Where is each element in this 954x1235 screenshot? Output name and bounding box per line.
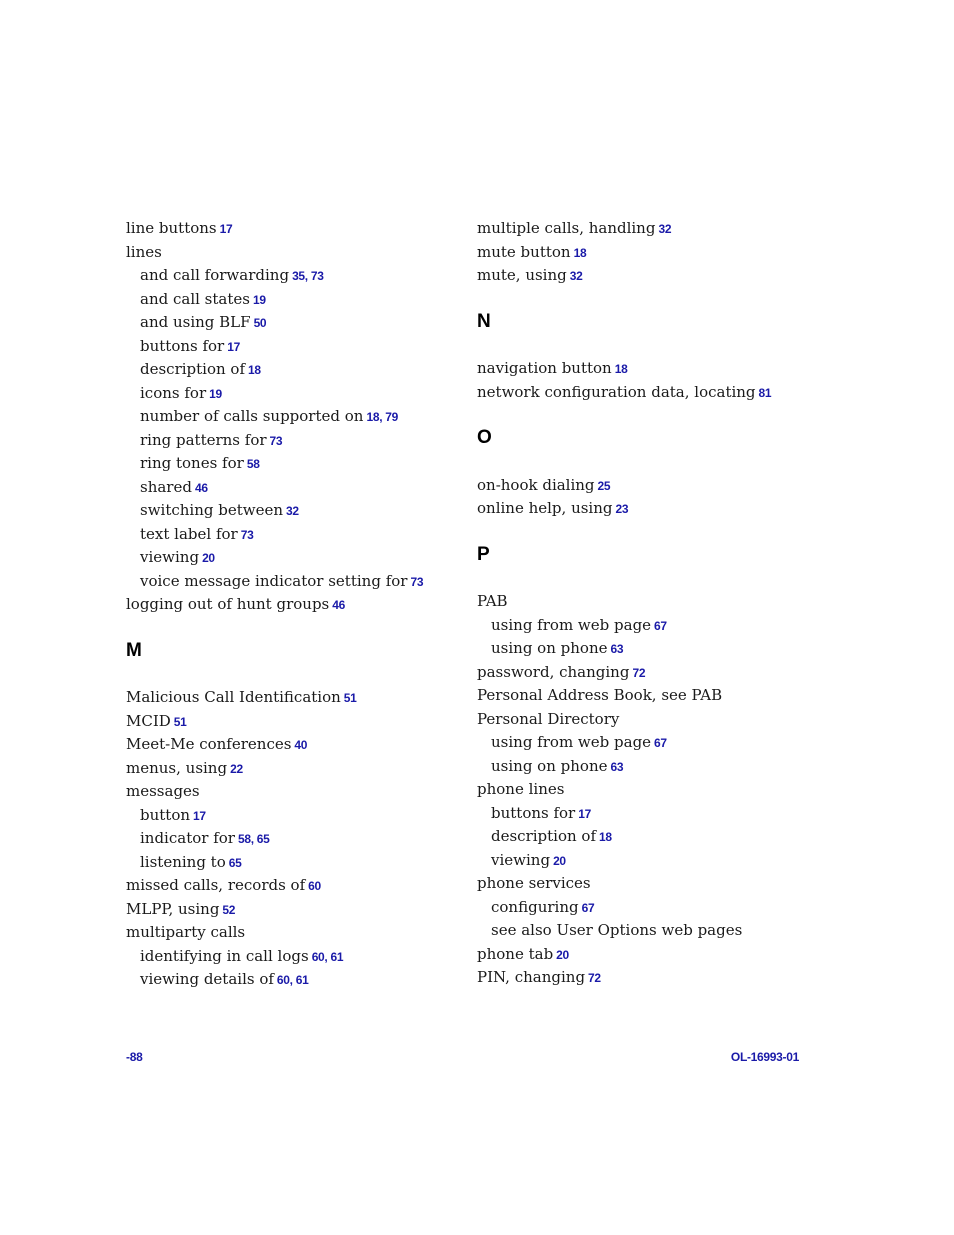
index-subentry-voice-message-indicator-setting-for [126, 570, 456, 594]
index-entry-pab [477, 590, 817, 614]
index-term: messages [126, 782, 200, 800]
index-term: shared [140, 477, 192, 496]
page-reference-link[interactable]: 35, 73 [292, 269, 324, 283]
index-entry-personal-address-book-see-pab [477, 684, 817, 708]
index-term: text label for [140, 524, 238, 543]
index-entry-personal-directory [477, 708, 817, 732]
index-term: multiparty calls [126, 923, 246, 941]
page-reference-link[interactable]: 72 [588, 971, 601, 985]
index-term: phone services [477, 874, 591, 892]
index-subentry-number-of-calls-supported-on [126, 405, 456, 429]
index-subentry-ring-patterns-for [126, 429, 456, 453]
index-term: PIN, changing [477, 968, 586, 986]
index-term: button [140, 805, 191, 824]
index-subentry-viewing [126, 546, 456, 570]
index-letter-heading-n: N [477, 310, 491, 332]
page-reference-link[interactable]: 20 [556, 947, 569, 962]
index-term: MCID [126, 711, 171, 730]
page-reference-link[interactable]: 51 [343, 691, 357, 705]
index-entry-meet-me-conferences [126, 733, 456, 757]
page-reference-link[interactable]: 50 [253, 316, 267, 330]
index-subentry-buttons-for [477, 802, 817, 826]
page-reference-link[interactable]: 32 [286, 504, 299, 518]
index-term: viewing details of [140, 970, 274, 988]
index-entry-on-hook-dialing [477, 474, 817, 498]
page-reference-link[interactable]: 22 [230, 761, 243, 776]
page-reference-link[interactable]: 19 [209, 386, 222, 401]
index-entry-phone-services [477, 872, 817, 896]
index-entry-multiparty-calls [126, 921, 456, 945]
index-entry-mcid [126, 710, 456, 734]
page-reference-link[interactable]: 52 [222, 902, 236, 917]
index-entry-multiple-calls-handling [477, 217, 817, 241]
index-subentry-description-of [477, 825, 817, 849]
index-entry-pin-changing [477, 966, 817, 990]
index-subentry-description-of [126, 358, 456, 382]
page-reference-link[interactable]: 17 [227, 339, 240, 354]
page-reference-link[interactable]: 58, 65 [237, 832, 270, 846]
index-term: Malicious Call Identification [126, 688, 341, 706]
page-reference-link[interactable]: 25 [597, 478, 611, 493]
index-term: ring patterns for [140, 430, 267, 449]
page-reference-link[interactable]: 67 [581, 900, 595, 915]
index-letter-heading-m: M [126, 639, 142, 661]
page-reference-link[interactable]: 73 [269, 433, 283, 448]
index-term: configuring [491, 897, 579, 916]
index-term: MLPP, using [126, 899, 220, 918]
index-entry-mute-using [477, 264, 817, 288]
page-reference-link[interactable]: 17 [193, 808, 206, 823]
index-term: Personal Address Book, see PAB [477, 686, 723, 704]
index-subentry-and-call-forwarding [126, 264, 456, 288]
index-term: missed calls, records of [126, 876, 306, 894]
index-entry-missed-calls-records-of [126, 874, 456, 898]
index-term: number of calls supported on [140, 407, 364, 425]
index-term: Personal Directory [477, 709, 620, 728]
index-term: logging out of hunt groups [126, 595, 330, 613]
page-reference-link[interactable]: 67 [654, 736, 667, 750]
index-subentry-using-from-web-page [477, 614, 817, 638]
index-term: voice message indicator setting for [140, 571, 408, 590]
document-id: OL-16993-01 [730, 1050, 799, 1064]
index-term: using on phone [491, 639, 608, 657]
index-term: buttons for [140, 336, 225, 355]
index-subentry-text-label-for [126, 523, 456, 547]
index-term: navigation button [477, 359, 612, 377]
index-subentry-viewing-details-of [126, 968, 456, 992]
index-term: and using BLF [140, 313, 251, 331]
index-term: viewing [491, 850, 551, 869]
index-term: phone lines [477, 780, 565, 798]
page-reference-link[interactable]: 40 [294, 738, 308, 752]
index-subentry-see-also-user-options-web-pages [477, 919, 817, 943]
page-reference-link[interactable]: 18 [614, 362, 628, 376]
index-subentry-listening-to [126, 851, 456, 875]
index-term: on-hook dialing [477, 475, 595, 494]
index-subentry-shared [126, 476, 456, 500]
page-reference-link[interactable]: 81 [758, 385, 772, 400]
index-term: mute, using [477, 266, 567, 284]
page-reference-link[interactable]: 67 [654, 618, 667, 633]
index-term: listening to [140, 852, 226, 871]
index-term: line buttons [126, 219, 217, 237]
index-subentry-and-using-blf [126, 311, 456, 335]
page-reference-link[interactable]: 51 [173, 714, 187, 729]
page-reference-link[interactable]: 65 [228, 855, 242, 870]
page-reference-link[interactable]: 63 [610, 642, 624, 656]
index-entry-online-help-using [477, 497, 817, 521]
index-subentry-button [126, 804, 456, 828]
index-term: and call states [140, 289, 250, 308]
index-subentry-identifying-in-call-logs [126, 945, 456, 969]
index-entry-logging-out-of-hunt-groups [126, 593, 456, 617]
page-reference-link[interactable]: 20 [553, 853, 566, 868]
index-subentry-using-on-phone [477, 755, 817, 779]
page-reference-link[interactable]: 19 [252, 292, 266, 307]
index-term: using from web page [491, 615, 652, 634]
index-term: and call forwarding [140, 266, 290, 284]
index-subentry-and-call-states [126, 288, 456, 312]
index-term: ring tones for [140, 454, 244, 472]
index-term: viewing [140, 548, 200, 566]
page-reference-link[interactable]: 63 [610, 759, 624, 774]
index-entry-messages [126, 780, 456, 804]
index-subentry-viewing [477, 849, 817, 873]
page-reference-link[interactable]: 23 [615, 502, 629, 516]
index-term: lines [126, 242, 162, 261]
page-number: -88 [126, 1050, 143, 1064]
index-entry-lines [126, 241, 456, 265]
index-term: network configuration data, locating [477, 382, 756, 401]
page-reference-link[interactable]: 18 [573, 245, 587, 260]
index-entry-line-buttons [126, 217, 456, 241]
page-reference-link[interactable]: 58 [246, 457, 260, 471]
page-reference-link[interactable]: 60, 61 [311, 949, 344, 964]
index-subentry-buttons-for [126, 335, 456, 359]
page-reference-link[interactable]: 20 [202, 551, 215, 565]
index-subentry-configuring [477, 896, 817, 920]
index-entry-phone-tab [477, 943, 817, 967]
index-entry-network-configuration-data-locating [477, 381, 817, 405]
page-reference-link[interactable]: 73 [410, 574, 424, 589]
index-term: buttons for [491, 803, 576, 822]
index-column-right [477, 217, 817, 990]
index-term: password, changing [477, 662, 630, 681]
index-column-left [126, 217, 456, 992]
index-entry-mute-button [477, 241, 817, 265]
index-term: PAB [477, 592, 508, 610]
page-reference-link[interactable]: 32 [658, 222, 672, 236]
index-subentry-ring-tones-for [126, 452, 456, 476]
index-term: phone tab [477, 944, 554, 963]
index-entry-phone-lines [477, 778, 817, 802]
index-term: icons for [140, 383, 207, 402]
page-reference-link[interactable]: 60, 61 [276, 973, 309, 987]
page-reference-link[interactable]: 17 [578, 806, 591, 821]
index-term: description of [140, 360, 246, 378]
page-reference-link[interactable]: 60 [308, 879, 321, 893]
page-reference-link[interactable]: 18 [599, 830, 612, 844]
index-term: see also User Options web pages [491, 921, 743, 939]
index-term: Meet-Me conferences [126, 735, 292, 753]
page-reference-link[interactable]: 46 [194, 480, 208, 495]
index-term: indicator for [140, 829, 235, 847]
index-subentry-icons-for [126, 382, 456, 406]
index-entry-malicious-call-identification [126, 686, 456, 710]
page-reference-link[interactable]: 46 [332, 598, 345, 612]
page-reference-link[interactable]: 17 [219, 222, 233, 236]
index-entry-mlpp-using [126, 898, 456, 922]
index-term: using on phone [491, 756, 608, 775]
index-term: identifying in call logs [140, 946, 309, 965]
index-entry-navigation-button [477, 357, 817, 381]
index-entry-menus-using [126, 757, 456, 781]
page-reference-link[interactable]: 72 [632, 665, 646, 680]
index-subentry-using-from-web-page [477, 731, 817, 755]
index-term: mute button [477, 242, 571, 261]
index-term: using from web page [491, 733, 652, 751]
index-term: switching between [140, 501, 284, 519]
index-term: online help, using [477, 499, 613, 517]
index-term: description of [491, 827, 597, 845]
index-term: menus, using [126, 758, 228, 777]
index-subentry-indicator-for [126, 827, 456, 851]
index-term: multiple calls, handling [477, 219, 656, 237]
index-subentry-switching-between [126, 499, 456, 523]
page-reference-link[interactable]: 73 [240, 527, 254, 542]
page-reference-link[interactable]: 18, 79 [366, 410, 399, 424]
page-reference-link[interactable]: 18 [248, 363, 261, 377]
index-subentry-using-on-phone [477, 637, 817, 661]
page-reference-link[interactable]: 32 [569, 269, 583, 283]
index-letter-heading-o: O [477, 427, 492, 448]
index-entry-password-changing [477, 661, 817, 685]
index-letter-heading-p: P [477, 543, 490, 565]
